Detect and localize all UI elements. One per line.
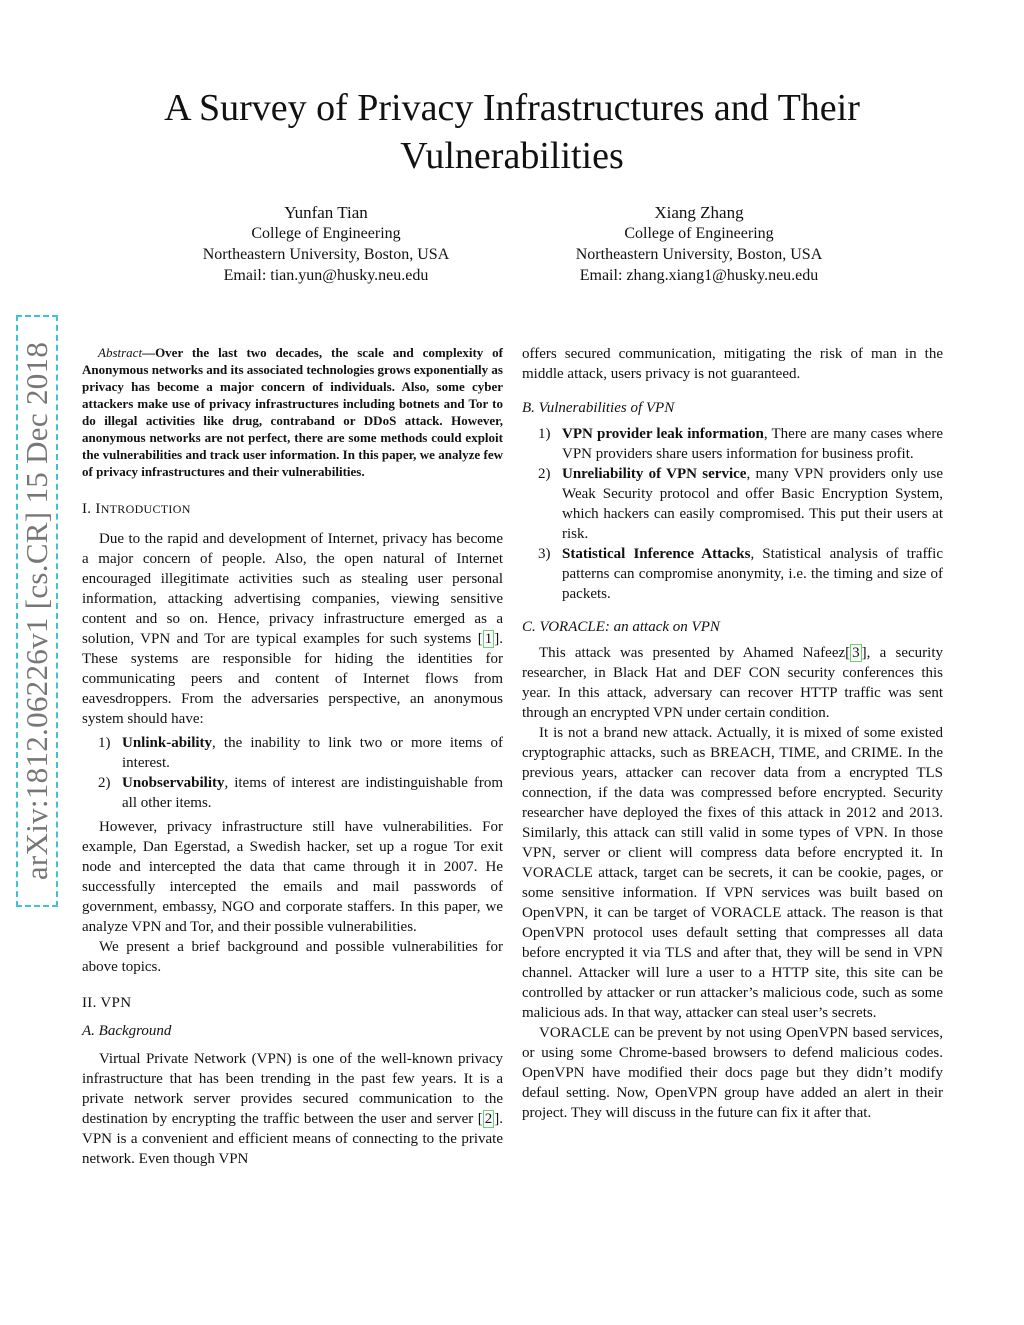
paragraph: VORACLE can be prevent by not using OpenVPN based services, or using some Chrome-based browsers to defend malicious codes. OpenVPN have modified their docs page but they didn’t modify defaul setting. Now, OpenVPN group have added an alert in their project. They will discuss in the future can fix it after that. — [522, 1025, 943, 1121]
author-block-1 — [176, 202, 476, 286]
left-column — [82, 344, 503, 1169]
paragraph: Virtual Private Network (VPN) is one of the well-known privacy infrastructure that has been trending in the past few years. It is a private network server provides secured communication to the destination by encrypting the traffic between the user and server [ 2 ]. VPN is a convenient and efficient means of connecting to the private network. Even though VPN — [82, 1051, 503, 1167]
vpn-vulnerabilities-list — [522, 424, 943, 604]
title-line-2: Vulnerabilities — [400, 135, 624, 177]
list-item: 1) Unlink-ability, the inability to link two or more items of interest. — [98, 735, 503, 771]
section-heading-introduction: I. INTRODUCTION — [82, 501, 191, 517]
paragraph: We present a brief background and possible vulnerabilities for above topics. — [82, 939, 503, 975]
author-address: Northeastern University, Boston, USA — [575, 246, 823, 263]
paragraph: It is not a brand new attack. Actually, it is mixed of some existed cryptographic attacks, such as BREACH, TIME, and CRIME. In the previous years, attacker can recover data from a encrypted TLS connection, if the data was compressed before encrypted. Security researcher have deployed the fixes of this attack in 2012 and 2013. Similarly, this attack can still valid in some types of VPN. In those VPN, server or client will compress data before encrypted it. In VORACLE attack, target can be secrets, it can be cookie, pages, or some sensitive information. If VPN services was built based on OpenVPN, it can be target of VORACLE attack. The reason is that OpenVPN protocol uses default setting that compresses all data before encrypted it via TLS and after that, they will be send in VPN channel. Attacker will lure a user to a HTTP site, this site can be controlled by attacker or run attacker’s malicious code, such as some malicious ads. In that way, attacker can steal user’s secrets. — [522, 725, 943, 1021]
author-affiliation: College of Engineering — [624, 225, 774, 242]
arxiv-identifier-stamp — [16, 315, 58, 907]
paragraph-continued: offers secured communication, mitigating the risk of man in the middle attack, users privacy is not guaranteed. — [522, 346, 943, 382]
author-name: Yunfan Tian — [284, 203, 368, 222]
author-block-2 — [549, 202, 849, 286]
abstract — [82, 344, 503, 480]
abstract-label: Abstract — [98, 345, 143, 360]
paper-title — [0, 84, 1024, 180]
author-address: Northeastern University, Boston, USA — [202, 246, 450, 263]
arxiv-identifier: arXiv:1812.06226v1 [cs.CR] 15 Dec 2018 — [19, 341, 55, 881]
author-email: Email: zhang.xiang1@husky.neu.edu — [579, 267, 819, 284]
citation-link[interactable]: 1 — [484, 631, 493, 647]
list-item: 2) Unreliability of VPN service, many VPN providers only use Weak Security protocol and offer Basic Encryption System, which hackers can easily compromised. This put their users at risk. — [538, 466, 943, 542]
paragraph: This attack was presented by Ahamed Nafeez[ 3 ], a security researcher, in Black Hat and DEF CON security conferences this year. In this attack, adversary can recover HTTP traffic was sent through an encrypted VPN under certain condition. — [522, 645, 943, 721]
citation-link[interactable]: 2 — [484, 1111, 493, 1127]
list-item: 2) Unobservability, items of interest are indistinguishable from all other items. — [98, 775, 503, 811]
paragraph: However, privacy infrastructure still have vulnerabilities. For example, Dan Egerstad, a Swedish hacker, set up a rogue Tor exit node and intercepted the data that came through it in 2007. He successfully intercepted the emails and mail passwords of government, embassy, NGO and corporate staffers. In this paper, we analyze VPN and Tor, and their possible vulnerabilities. — [82, 819, 503, 935]
author-email: Email: tian.yun@husky.neu.edu — [223, 267, 429, 284]
subsection-heading-background: A. Background — [82, 1023, 172, 1039]
subsection-heading-vulnerabilities: B. Vulnerabilities of VPN — [522, 400, 675, 416]
subsection-heading-voracle: C. VORACLE: an attack on VPN — [522, 619, 720, 635]
list-item: 3) Statistical Inference Attacks, Statistical analysis of traffic patterns can compromise anonymity, i.e. the timing and size of packets. — [538, 546, 943, 602]
section-heading-vpn: II. VPN — [82, 995, 132, 1011]
author-affiliation: College of Engineering — [251, 225, 401, 242]
right-column — [522, 344, 943, 1123]
author-name: Xiang Zhang — [654, 203, 744, 222]
citation-link[interactable]: 3 — [852, 645, 860, 661]
abstract-text: —Over the last two decades, the scale and complexity of Anonymous networks and its associated technologies grows exponentially as privacy has become a major concern of individuals. Also, some cyber attackers make use of privacy infrastructures including botnets and Tor to do illegal activities like drug, contraband or DDoS attack. However, anonymous networks are not perfect, there are some methods could exploit the vulnerabilities and track user information. In this paper, we analyze few of privacy infrastructures and their vulnerabilities. — [82, 345, 503, 479]
anonymity-properties-list — [82, 733, 503, 813]
list-item: 1) VPN provider leak information, There are many cases where VPN providers share users information for business profit. — [538, 426, 943, 462]
title-line-1: A Survey of Privacy Infrastructures and Their — [164, 87, 860, 129]
paragraph: Due to the rapid and development of Internet, privacy has become a major concern of people. Also, the open natural of Internet encouraged illegitimate activities such as stealing user personal information, attacking advertising companies, viewing sensitive content and so on. Hence, privacy infrastructure emerged as a solution, VPN and Tor are typical examples for such systems [ 1 ]. These systems are responsible for hiding the identities for communicating peers and content of Internet flows from eavesdroppers. From the adversaries perspective, an anonymous system should have: — [82, 531, 503, 727]
